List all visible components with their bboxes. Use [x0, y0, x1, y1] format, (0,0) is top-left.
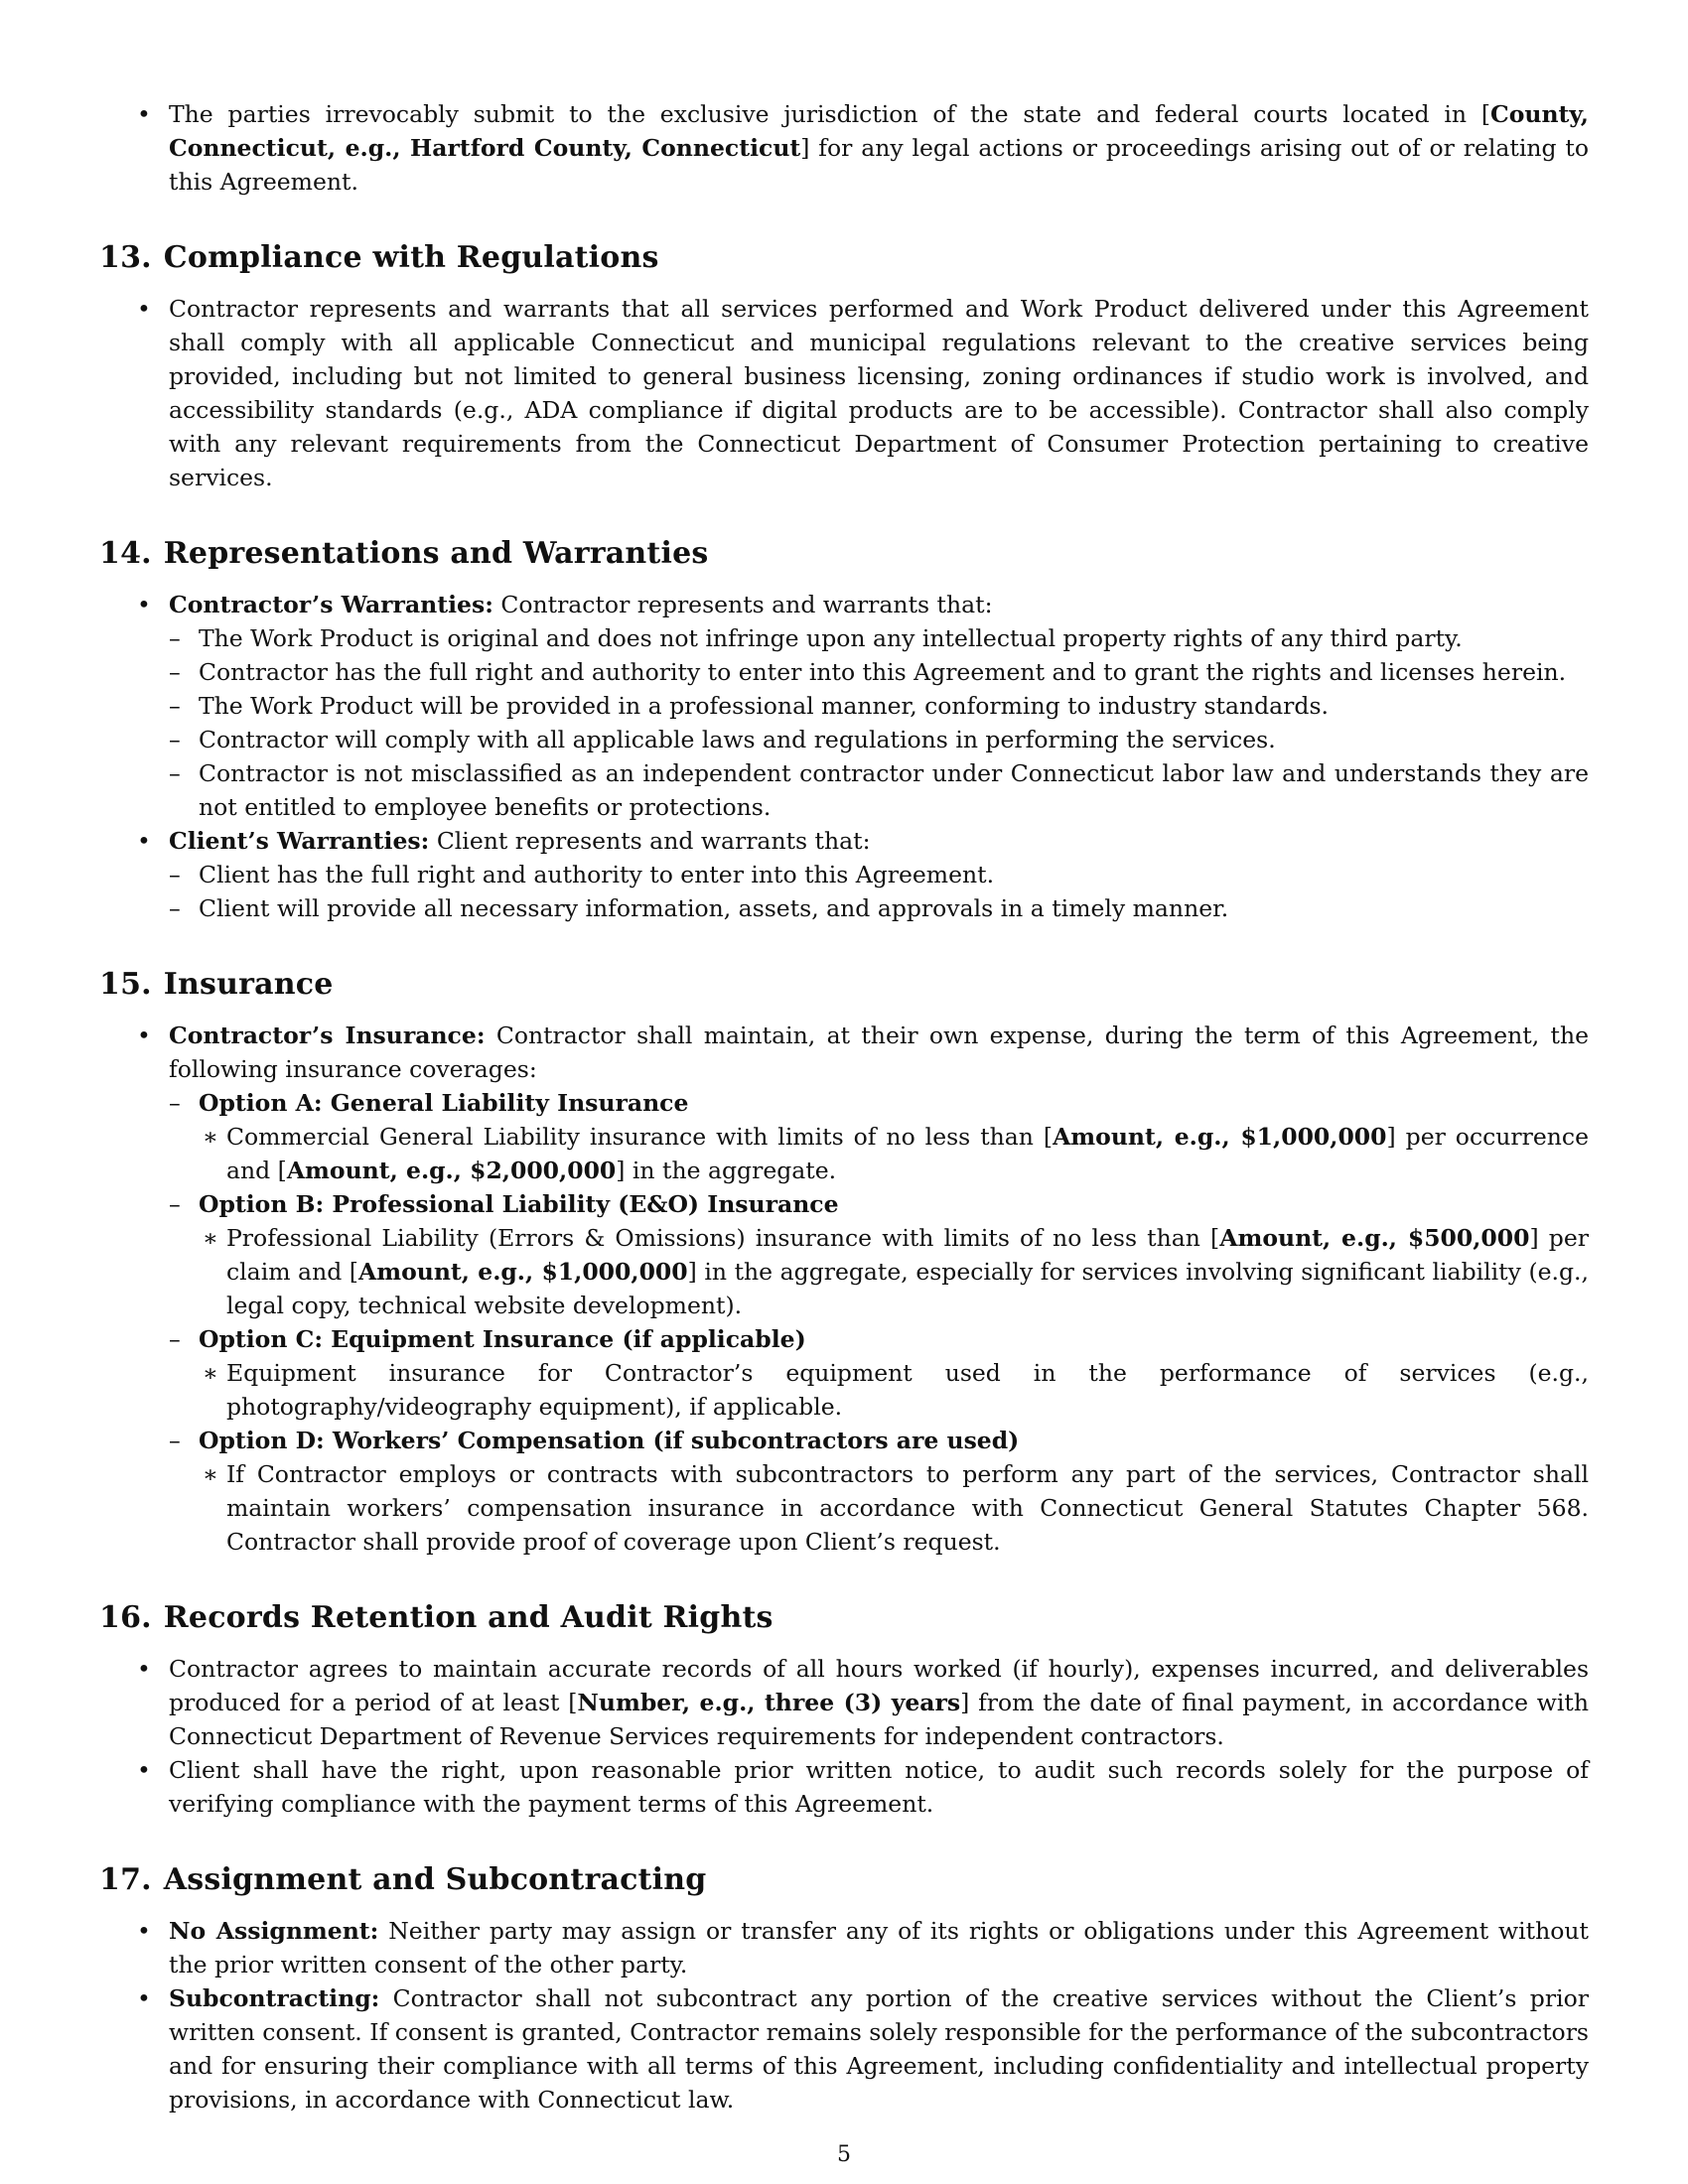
item-text: Contractor represents and warrants that: [492, 591, 993, 618]
item-label: Client’s Warranties: [169, 827, 430, 855]
insurance-options-list [169, 1086, 1589, 1559]
document-page [99, 97, 1589, 2116]
option-b-details [199, 1221, 1589, 1322]
option-title: Option D: Workers’ Compensation (if subcontractors are used) [199, 1427, 1020, 1454]
amount-placeholder: Amount, e.g., $500,000 [1219, 1224, 1530, 1252]
option-c-details [199, 1356, 1589, 1424]
jurisdiction-placeholder: County, Connecticut, e.g., Hartford County, Connecticut [169, 100, 1589, 162]
section-number: 13. [99, 240, 152, 275]
option-a-item [169, 1086, 1589, 1187]
section-number: 17. [99, 1862, 152, 1897]
amount-placeholder: Amount, e.g., $1,000,000 [357, 1258, 688, 1286]
jurisdiction-text-end: ] for any legal actions or proceedings arising out of or relating to this Agreement. [169, 134, 1589, 196]
option-c-item [169, 1322, 1589, 1424]
text-span: Commercial General Liability insurance with limits of no less than [ [226, 1123, 1054, 1151]
list-item: – Contractor is not misclassified as an independent contractor under Connecticut labor law and understands they are not entitled to employee benefits or protections. [169, 756, 1589, 824]
page-number: 5 [837, 2142, 851, 2167]
list-item: ∗ If Contractor employs or contracts with subcontractors to perform any part of the services, Contractor shall maintain workers’ compensation insurance in accordance with Connecticut General Statutes Chapter 568. Contractor shall provide proof of coverage upon Client’s request. [199, 1457, 1589, 1559]
list-item: – Client has the full right and authority to enter into this Agreement. [169, 858, 1589, 891]
option-title: Option A: General Liability Insurance [199, 1089, 689, 1117]
insurance-list [99, 1019, 1589, 1559]
item-label: Subcontracting: [169, 1984, 380, 2012]
section-title: Insurance [163, 967, 334, 1002]
section-heading-17 [99, 1860, 1589, 1900]
number-placeholder: Number, e.g., three (3) years [577, 1689, 961, 1716]
text-span: ] from the date of final payment, in accordance with Connecticut Department of Revenue Services requirements for independent contractors. [169, 1689, 1589, 1750]
option-d-details [199, 1457, 1589, 1559]
amount-placeholder: Amount, e.g., $1,000,000 [1053, 1123, 1387, 1151]
section-title: Assignment and Subcontracting [163, 1862, 707, 1897]
text-span: ] per claim and [ [226, 1224, 1589, 1286]
warranties-list [99, 588, 1589, 925]
item-label: Contractor’s Insurance: [169, 1022, 486, 1049]
list-item: – Client will provide all necessary information, assets, and approvals in a timely manner. [169, 891, 1589, 925]
list-item: • Contractor represents and warrants that all services performed and Work Product delivered under this Agreement shall comply with all applicable Connecticut and municipal regulations relevant to the creative services being provided, including but not limited to general business licensing, zoning ordinances if studio work is involved, and accessibility standards (e.g., ADA compliance if digital products are to be accessible). Contractor shall also comply with any relevant requirements from the Connecticut Department of Consumer Protection pertaining to creative services. [99, 292, 1589, 494]
section-heading-13 [99, 238, 1589, 278]
option-d-item [169, 1424, 1589, 1559]
item-text: Contractor shall not subcontract any portion of the creative services without the Client’s prior written consent. If consent is granted, Contractor remains solely responsible for the performance of the subcontractors and for ensuring their compliance with all terms of this Agreement, including confidentiality and intellectual property provisions, in accordance with Connecticut law. [169, 1984, 1589, 2114]
section-number: 16. [99, 1600, 152, 1635]
assignment-list [99, 1914, 1589, 2116]
section-title: Representations and Warranties [163, 536, 709, 571]
section-title: Compliance with Regulations [163, 240, 659, 275]
list-item [199, 1120, 1589, 1187]
section-heading-16 [99, 1598, 1589, 1638]
item-text: Neither party may assign or transfer any of its rights or obligations under this Agreement without the prior written consent of the other party. [169, 1917, 1589, 1979]
option-b-item [169, 1187, 1589, 1322]
section-heading-15 [99, 965, 1589, 1005]
list-item [99, 1652, 1589, 1753]
list-item [199, 1221, 1589, 1322]
section-number: 14. [99, 536, 152, 571]
option-title: Option C: Equipment Insurance (if applicable) [199, 1325, 806, 1353]
section-heading-14 [99, 534, 1589, 574]
contractor-insurance-item [99, 1019, 1589, 1559]
text-span: Professional Liability (Errors & Omissions) insurance with limits of no less than [ [226, 1224, 1220, 1252]
section-title: Records Retention and Audit Rights [163, 1600, 774, 1635]
option-a-details [199, 1120, 1589, 1187]
contractor-warranties-sublist [169, 621, 1589, 824]
item-label: Contractor’s Warranties: [169, 591, 493, 618]
text-span: ] per occurrence and [ [226, 1123, 1589, 1184]
list-item [99, 97, 1589, 199]
text-span: ] in the aggregate. [616, 1157, 837, 1184]
list-item: – Contractor will comply with all applicable laws and regulations in performing the services. [169, 723, 1589, 756]
list-item: ∗ Equipment insurance for Contractor’s equipment used in the performance of services (e.g., photography/videography equipment), if applicable. [199, 1356, 1589, 1424]
jurisdiction-list [99, 97, 1589, 199]
subcontracting-item [99, 1981, 1589, 2116]
item-text: Client represents and warrants that: [429, 827, 871, 855]
item-label: No Assignment: [169, 1917, 379, 1945]
records-list [99, 1652, 1589, 1821]
jurisdiction-text: The parties irrevocably submit to the exclusive jurisdiction of the state and federal courts located in [ [169, 100, 1490, 128]
option-title: Option B: Professional Liability (E&O) Insurance [199, 1190, 839, 1218]
compliance-list [99, 292, 1589, 494]
text-span: Contractor agrees to maintain accurate records of all hours worked (if hourly), expenses incurred, and deliverables produced for a period of at least [ [169, 1655, 1589, 1716]
list-item: – The Work Product is original and does not infringe upon any intellectual property rights of any third party. [169, 621, 1589, 655]
list-item: – Contractor has the full right and authority to enter into this Agreement and to grant the rights and licenses herein. [169, 655, 1589, 689]
section-number: 15. [99, 967, 152, 1002]
list-item: • Client shall have the right, upon reasonable prior written notice, to audit such records solely for the purpose of verifying compliance with the payment terms of this Agreement. [99, 1753, 1589, 1821]
no-assignment-item [99, 1914, 1589, 1981]
list-item: – The Work Product will be provided in a professional manner, conforming to industry standards. [169, 689, 1589, 723]
text-span: ] in the aggregate, especially for services involving significant liability (e.g., legal copy, technical website development). [226, 1258, 1589, 1319]
client-warranties-sublist [169, 858, 1589, 925]
amount-placeholder: Amount, e.g., $2,000,000 [286, 1157, 617, 1184]
contractor-warranties-item [99, 588, 1589, 824]
item-text: Contractor shall maintain, at their own expense, during the term of this Agreement, the following insurance coverages: [169, 1022, 1589, 1083]
client-warranties-item [99, 824, 1589, 925]
